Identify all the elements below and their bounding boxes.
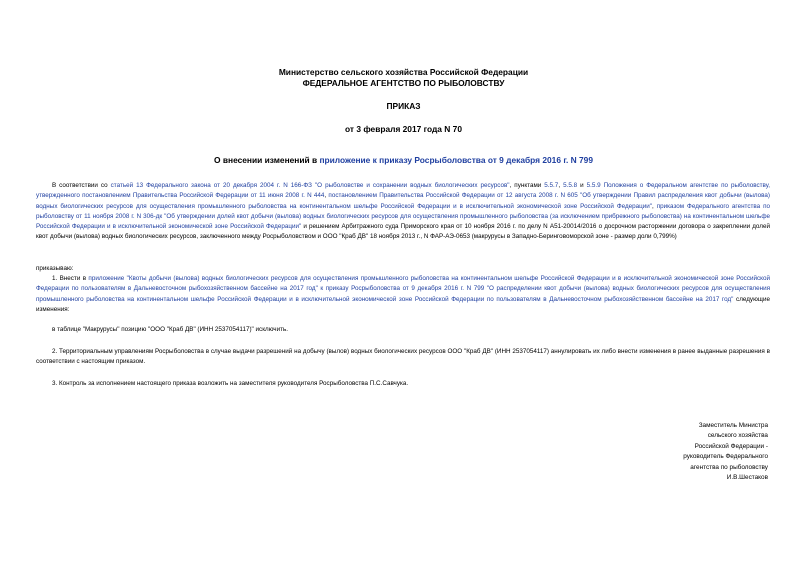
resolution-605-link[interactable]: постановлением Правительства Российской Федерации от 12 августа 2008 г. N 605 "Об утверждении Правил распределения квот добычи (вылова) водных биологических ресурсов для осуществления промышленного рыболовства на континентальном шельфе Российской Федерации и в исключительной экономической зоне Российской Федерации" (36, 192, 771, 210)
subject-link[interactable]: приложение к приказу Росрыболовства от 9 декабря 2016 г. N 799 (319, 155, 593, 165)
item-1-subparagraph: в таблице "Макрурусы" позицию "ООО "Краб ДВ" (ИНН 2537054117)" исключить. (52, 326, 288, 333)
document-type: ПРИКАЗ (386, 101, 421, 111)
signature-line-3: Российской Федерации - (694, 442, 768, 450)
signature-line-1: Заместитель Министра (698, 422, 768, 429)
signature-line-4: руководитель Федерального (683, 453, 768, 461)
order-306-dk-link[interactable]: приказом Федерального агентства по рыболовству от 11 ноября 2008 г. N 306-дк "Об утверждении долей квот добычи (вылова) водных биологических ресурсов для осуществления промышленного рыболовства (за исключением прибрежного рыболовства) на континентальном шельфе Российской Федерации и в исключительной экономической зоне Российской Федерации" (36, 202, 771, 231)
preamble-paragraph (36, 181, 770, 243)
item-1-text-2: следующие изменения: (36, 295, 770, 313)
regulation-444-link[interactable]: 5.5.9 Положения о Федеральном агентстве по рыболовству, утвержденного постановлением Правительства Российской Федерации от 11 июня 2008 г. N 444 (36, 182, 770, 200)
signatory-name: И.В.Шестаков (726, 474, 768, 482)
preamble-text-1: В соответствии со (52, 182, 111, 189)
signature-line-2: сельского хозяйства (707, 432, 768, 440)
quota-appendix-link[interactable]: приложение "Квоты добычи (вылова) водных биологических ресурсов для осуществления промышленного рыболовства на континентальном шельфе Российской Федерации и в исключительной экономической зоне Российской Федерации по пользователям в Дальневосточном рыбохозяйственном бассейне на 2017 год" к приказу Росрыболовства от 9 декабря 2016 г. N 799 "О распределении квот добычи (вылова) водных биологических ресурсов для осуществления промышленного рыболовства на континентальном шельфе Российской Федерации и в исключительной экономической зоне Российской Федерации по пользователям в Дальневосточном рыбохозяйственном бассейне на 2017 год" (36, 275, 770, 303)
clause-5-5-8-link[interactable]: 5.5.8 (563, 182, 578, 189)
subject-prefix: О внесении изменений в (214, 155, 320, 165)
preamble-text-6: , (652, 202, 657, 210)
preamble-text-5: , (324, 192, 329, 200)
preamble-text-2: , пунктами (509, 182, 545, 189)
ministry-title: Министерство сельского хозяйства Российской Федерации (278, 67, 529, 77)
signature-line-5: агентства по рыболовству (690, 463, 768, 471)
item-1-paragraph (36, 274, 770, 315)
preamble-text-3: , (558, 182, 564, 189)
order-word: приказываю: (36, 265, 74, 272)
preamble-text-7: и решением Арбитражного суда Приморского края от 10 ноября 2016 г. по делу N А51-20014/2016 о досрочном расторжении договора о закреплении долей квот добычи (вылова) водных биологических ресурсов, заключенного между Росрыболовством и ООО "Краб ДВ" 18 ноября 2013 г., N ФАР-АЭ-0653 (макрурусы в Западно-Беринговоморской зоне - размер доли 0,799%) (36, 223, 770, 241)
item-2-paragraph: 2. Территориальным управлениям Росрыболовства в случае выдачи разрешений на добычу (вылов) водных биологических ресурсов ООО "Краб ДВ" (ИНН 2537054117) аннулировать их либо внести изменения в ранее выданные разрешения в соответствии с настоящим приказом. (36, 348, 770, 366)
agency-title: ФЕДЕРАЛЬНОЕ АГЕНТСТВО ПО РЫБОЛОВСТВУ (302, 78, 505, 88)
item-3-paragraph: 3. Контроль за исполнением настоящего приказа возложить на заместителя руководителя Росрыболовства П.С.Савчука. (52, 380, 409, 387)
document-date-number: от 3 февраля 2017 года N 70 (345, 124, 462, 134)
preamble-text-4: и (577, 182, 587, 189)
signature-block (683, 421, 768, 483)
item-1-text-1: 1. Внести в (52, 275, 89, 282)
clause-5-5-7-link[interactable]: 5.5.7 (544, 182, 559, 189)
document-subject (0, 155, 807, 165)
law-article-13-link[interactable]: статьей 13 Федерального закона от 20 декабря 2004 г. N 166-ФЗ "О рыболовстве и сохранении водных биологических ресурсов" (110, 182, 510, 189)
